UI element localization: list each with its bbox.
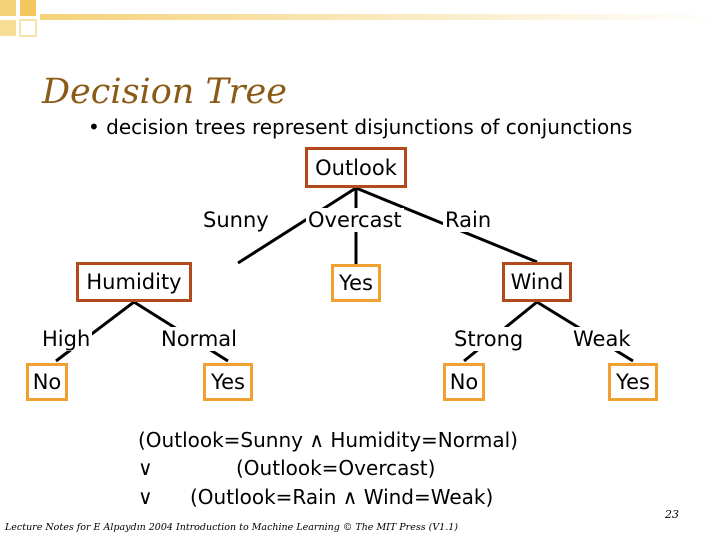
footer-credit: Lecture Notes for E Alpaydın 2004 Introduction to Machine Learning © The MIT Press (V1.1) <box>5 522 458 533</box>
leaf-strong-no-label: No <box>449 370 479 394</box>
branch-high-label: High <box>42 327 91 351</box>
node-humidity-label: Humidity <box>86 270 182 294</box>
leaf-weak-yes-label: Yes <box>616 370 650 394</box>
formula-line-1: (Outlook=Sunny ∧ Humidity=Normal) <box>138 428 518 452</box>
formula-line-2: (Outlook=Overcast) <box>236 456 436 480</box>
leaf-weak-yes <box>608 363 658 401</box>
branch-weak-label: Weak <box>573 327 631 351</box>
leaf-high-no <box>26 363 68 401</box>
leaf-normal-yes-label: Yes <box>211 370 245 394</box>
node-wind <box>502 262 572 302</box>
branch-normal-label: Normal <box>161 327 237 351</box>
branch-overcast-label: Overcast <box>308 208 402 232</box>
leaf-high-no-label: No <box>32 370 62 394</box>
node-wind-label: Wind <box>510 270 564 294</box>
bullet-text: • decision trees represent disjunctions of conjunctions <box>88 115 633 139</box>
formula-or-1: ∨ <box>138 456 153 480</box>
leaf-overcast-yes-label: Yes <box>339 271 373 295</box>
slide-title: Decision Tree <box>42 72 287 112</box>
formula-or-2: ∨ <box>138 485 153 509</box>
leaf-normal-yes <box>203 363 253 401</box>
node-outlook-label: Outlook <box>315 155 397 180</box>
branch-strong-label: Strong <box>454 327 524 351</box>
node-outlook <box>305 147 407 188</box>
leaf-overcast-yes <box>331 264 381 302</box>
formula-line-3: (Outlook=Rain ∧ Wind=Weak) <box>190 485 494 509</box>
leaf-strong-no <box>443 363 485 401</box>
node-humidity <box>76 262 192 302</box>
page-number: 23 <box>665 508 679 521</box>
branch-rain-label: Rain <box>445 208 492 232</box>
branch-sunny-label: Sunny <box>203 208 269 232</box>
